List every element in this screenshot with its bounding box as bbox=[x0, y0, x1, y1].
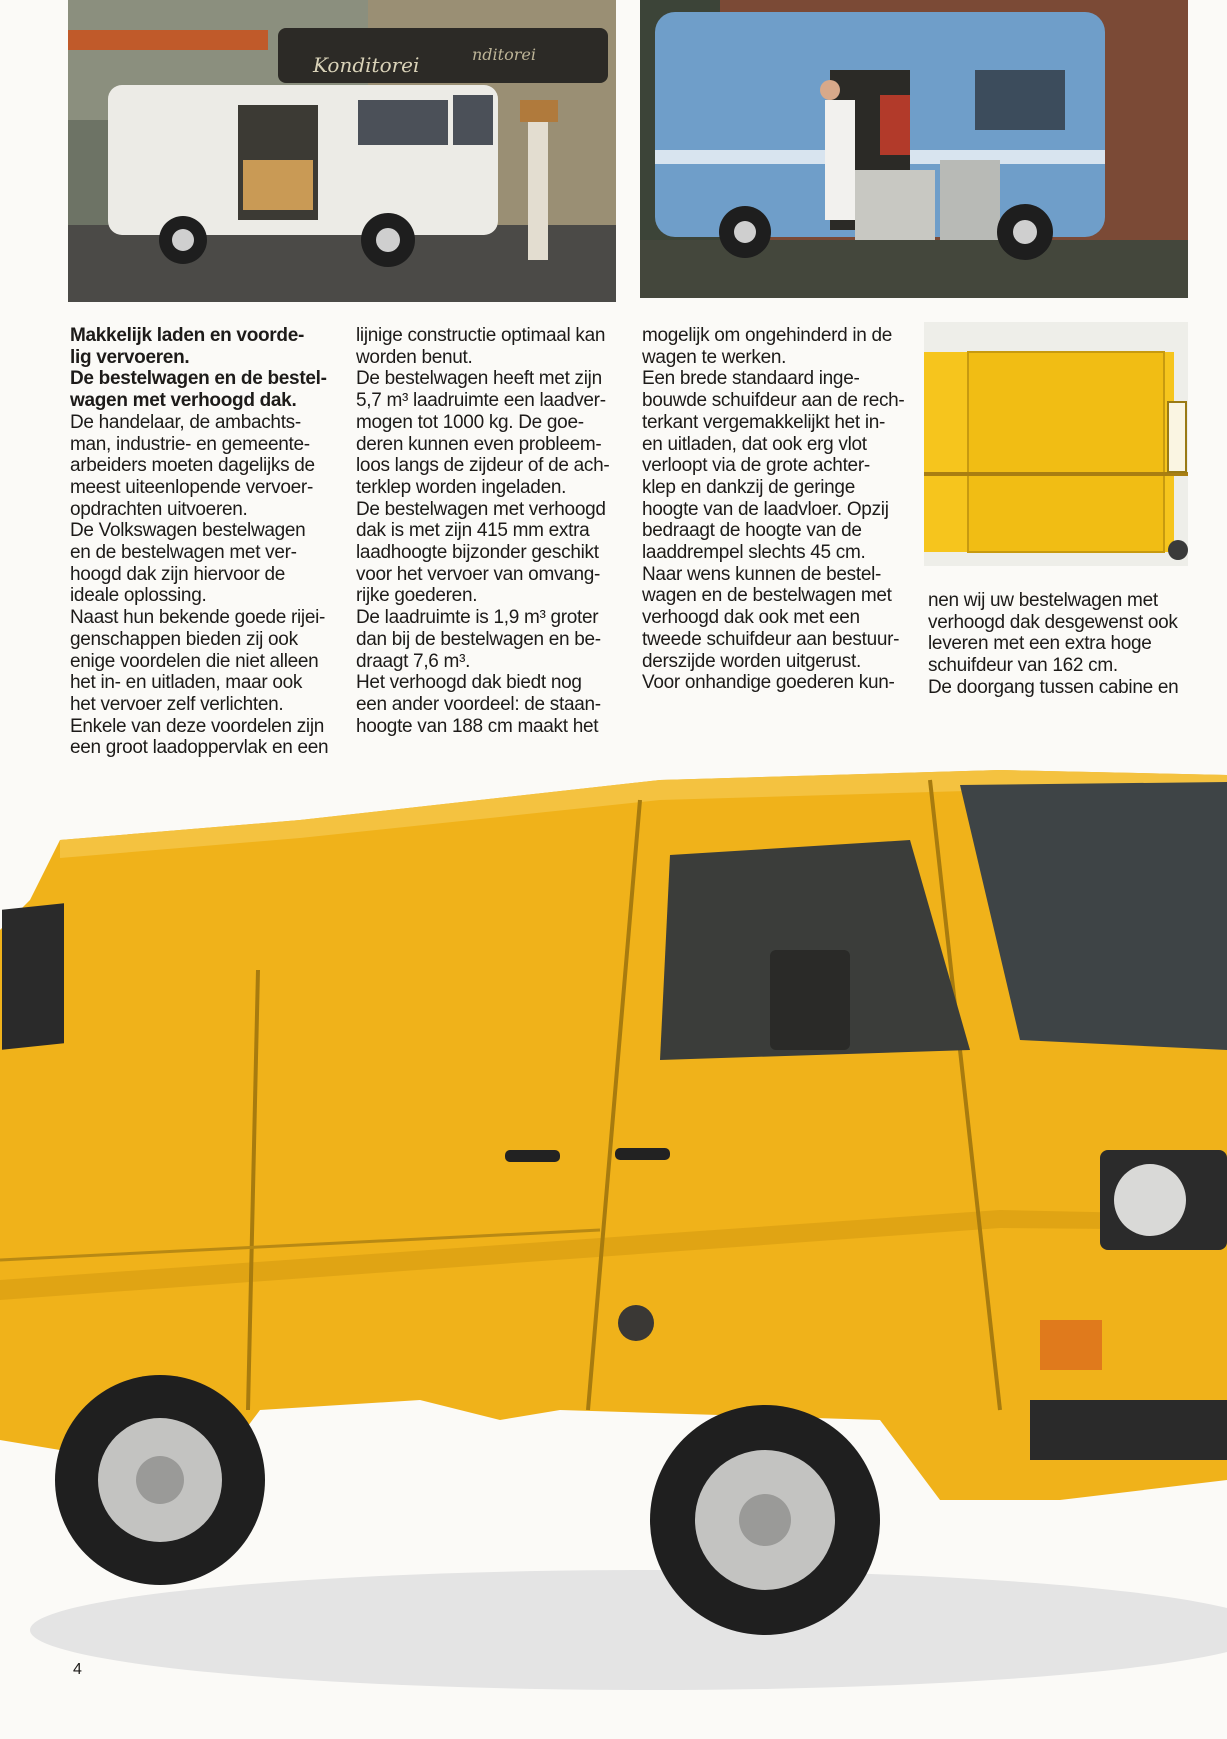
photo-white-van-bakery bbox=[68, 0, 616, 302]
body-text-4: nen wij uw bestelwagen met verhoogd dak desgewenst ook leveren met een extra hoge schuifdeur van 162 cm. De doorgang tussen cabine en bbox=[928, 590, 1179, 698]
text-column-3 bbox=[642, 325, 922, 694]
body-text-2: lijnige constructie optimaal kan worden benut. De bestelwagen heeft met zijn 5,7 m³ laadruimte een laadver- mogen tot 1000 kg. De goe- deren kunnen even probleem- loos langs de zijdeur of de ach- terklep worden ingeladen. De bestelwagen met verhoogd dak is met zijn 415 mm extra laadhoogte bijzonder geschikt voor het vervoer van omvang- rijke goederen. De laadruimte is 1,9 m³ groter dan bij de bestelwagen en be- draagt 7,6 m³. Het verhoogd dak biedt nog een ander voordeel: de staan- hoogte van 188 cm maakt het bbox=[356, 325, 610, 737]
photo-side-door-diagram bbox=[924, 322, 1188, 566]
photo-yellow-van bbox=[0, 760, 1227, 1739]
body-text-1: De handelaar, de ambachts- man, industrie- en gemeente- arbeiders moeten dagelijks de meest uiteenlopende vervoer- opdrachten uitvoeren. De Volkswagen bestelwagen en de bestelwagen met ver- hoogd dak zijn hiervoor de ideale oplossing. Naast hun bekende goede rijei- genschappen bieden zij ook enige voordelen die niet alleen het in- en uitladen, maar ook het vervoer zelf verlichten. Enkele van deze voordelen zijn een groot laadoppervlak en een bbox=[70, 411, 329, 759]
page-number: 4 bbox=[73, 1661, 82, 1678]
heading-van-types: De bestelwagen en de bestel- wagen met verhoogd dak. bbox=[70, 368, 327, 412]
body-text-3: mogelijk om ongehinderd in de wagen te werken. Een brede standaard inge- bouwde schuifdeur aan de rech- terkant vergemakkelijkt het in- en uitladen, dat ook erg vlot verloopt via de grote achter- klep en dankzij de geringe hoogte van de laadvloer. Opzij bedraagt de hoogte van de laaddrempel slechts 45 cm. Naar wens kunnen de bestel- wagen en de bestelwagen met verhoogd dak ook met een tweede schuifdeur aan bestuur- derszijde worden uitgerust. Voor onhandige goederen kun- bbox=[642, 325, 905, 694]
heading-loading: Makkelijk laden en voorde- lig vervoeren. bbox=[70, 325, 305, 368]
photo-blue-high-roof-van bbox=[640, 0, 1188, 298]
text-column-4 bbox=[928, 590, 1208, 699]
konditorei-sign: Konditorei bbox=[313, 53, 420, 77]
text-column-1 bbox=[70, 325, 352, 781]
svg-text:nditorei: nditorei bbox=[472, 45, 536, 64]
text-column-2 bbox=[356, 325, 636, 737]
